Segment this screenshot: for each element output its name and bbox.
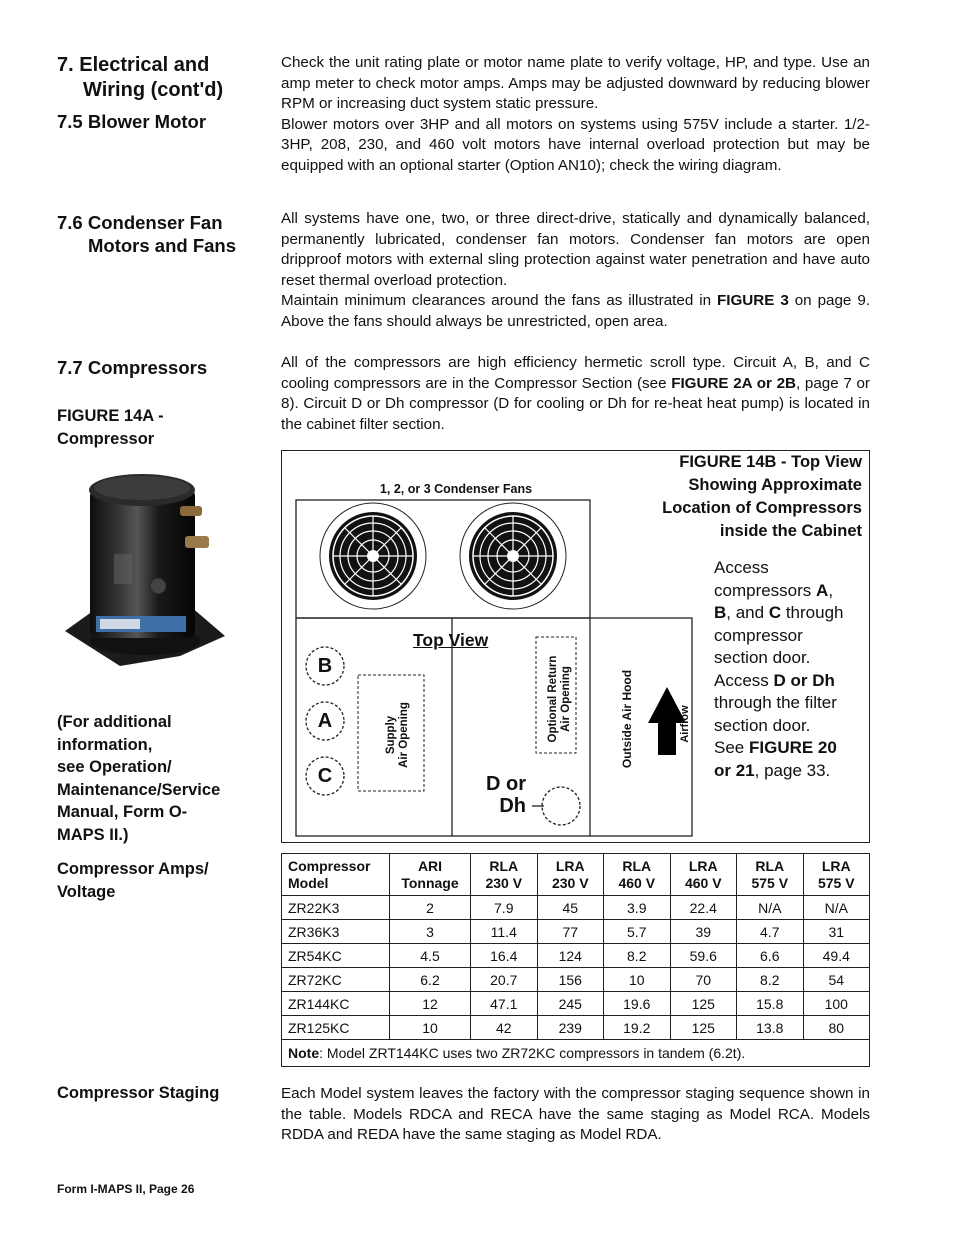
table-cell: 125 — [670, 1016, 737, 1040]
figure-14b-title-line: FIGURE 14B - Top View — [679, 453, 862, 471]
table-row — [282, 1016, 870, 1040]
access-note-line: or 21, page 33. — [714, 760, 831, 780]
table-cell: 59.6 — [670, 944, 737, 968]
table-row — [282, 920, 870, 944]
table-cell: 3.9 — [604, 896, 671, 920]
compressors-text — [281, 353, 870, 435]
table-header-cell: RLA 230 V — [471, 854, 538, 896]
table-cell: 19.2 — [604, 1016, 671, 1040]
table-header-row — [282, 854, 870, 896]
access-note-line: section door. — [714, 648, 811, 667]
table-note-label: Note — [288, 1045, 320, 1061]
access-note-line: Access — [714, 558, 769, 577]
table-row — [282, 992, 870, 1016]
table-note-text: : Model ZRT144KC uses two ZR72KC compressors in tandem (6.2t). — [319, 1045, 746, 1061]
table-cell: 6.2 — [390, 968, 471, 992]
table-cell: 239 — [537, 1016, 604, 1040]
access-note-line: section door. — [714, 715, 811, 735]
access-note-line: compressor — [714, 625, 803, 645]
outside-air-hood-label: Outside Air Hood — [620, 669, 634, 769]
compressor-d-line2: Dh — [499, 795, 526, 817]
supply-air-opening — [385, 674, 410, 790]
return-air-opening — [547, 638, 572, 754]
table-cell: 70 — [670, 968, 737, 992]
blower-paragraph-2: Blower motors over 3HP and all motors on systems using 575V include a starter. 1/2-3HP, 208, 230, and 460 volt motors have internal overload protection but may be equipped with an optional starter (Option AN10); check the wiring diagram. — [281, 115, 870, 174]
heading-amps-line2: Voltage — [57, 882, 116, 901]
table-cell: 7.9 — [471, 896, 538, 920]
table-cell: 3 — [390, 920, 471, 944]
table-cell: ZR54KC — [282, 944, 390, 968]
heading-condenser-line1: 7.6 Condenser Fan — [57, 212, 223, 233]
table-header-cell: RLA 575 V — [737, 854, 804, 896]
table-cell: 245 — [537, 992, 604, 1016]
heading-compressor-staging: Compressor Staging — [57, 1084, 220, 1102]
table-cell: 45 — [537, 896, 604, 920]
figure-2a-2b-reference: FIGURE 2A or 2B — [671, 374, 797, 392]
table-cell: 22.4 — [670, 896, 737, 920]
table-cell: ZR36K3 — [282, 920, 390, 944]
table-cell: 54 — [803, 968, 870, 992]
access-note-line: compressors A, — [714, 580, 834, 600]
page-footer: Form I-MAPS II, Page 26 — [57, 1182, 195, 1196]
table-cell: 156 — [537, 968, 604, 992]
compressor-c-label: C — [317, 765, 333, 787]
table-cell: 2 — [390, 896, 471, 920]
additional-info-line: Manual, Form O- — [57, 803, 188, 821]
additional-info-line: information, — [57, 735, 153, 754]
table-cell: 13.8 — [737, 1016, 804, 1040]
table-header-cell: RLA 460 V — [604, 854, 671, 896]
condenser-fans-label: 1, 2, or 3 Condenser Fans — [379, 482, 533, 496]
airflow-label: Airflow — [679, 705, 691, 743]
access-note-line: B, and C through — [714, 603, 844, 622]
additional-info-line: (For additional — [57, 713, 172, 731]
table-cell: 100 — [803, 992, 870, 1016]
table-cell: 125 — [670, 992, 737, 1016]
table-note — [282, 1040, 870, 1067]
figure-3-reference: FIGURE 3 — [717, 292, 789, 310]
supply-label-line1: Supply — [385, 715, 397, 755]
table-header-cell: ARI Tonnage — [390, 854, 471, 896]
table-cell: 19.6 — [604, 992, 671, 1016]
figure-14b-access-note — [714, 557, 864, 782]
access-note-line: Access D or Dh — [714, 670, 835, 690]
heading-amps-voltage — [57, 858, 209, 903]
condenser-fan-icon — [320, 503, 426, 609]
access-note-line: See FIGURE 20 — [714, 738, 837, 757]
figure-14a-caption — [57, 405, 164, 450]
figure-14a-line2: Compressor — [57, 429, 155, 448]
section-heading-line1: 7. Electrical and — [57, 54, 210, 76]
heading-condenser-fan — [57, 211, 236, 257]
table-cell: 4.5 — [390, 944, 471, 968]
table-cell: 16.4 — [471, 944, 538, 968]
heading-blower-motor: 7.5 Blower Motor — [57, 111, 207, 132]
heading-compressors: 7.7 Compressors — [57, 357, 208, 378]
table-cell: 39 — [670, 920, 737, 944]
compressor-photo — [60, 466, 230, 676]
condenser-p2-text-end: on page 9. Above the fans should always be unrestricted, open area. — [281, 292, 870, 330]
table-cell: ZR22K3 — [282, 896, 390, 920]
heading-condenser-line2: Motors and Fans — [88, 235, 237, 256]
blower-paragraph-1: Check the unit rating plate or motor name plate to verify voltage, HP, and type. Use an amp meter to check motor amps. Amps may be adjusted downward by reducing blower RPM or increasing duct system static pressure. — [281, 54, 870, 113]
table-cell: 49.4 — [803, 944, 870, 968]
figure-14a-line1: FIGURE 14A - — [57, 407, 164, 425]
compressors-text-start: All of the compressors are high efficiency hermetic scroll type. Circuit A, B, and C cooling compressors are in the Compressor Section (see — [281, 354, 870, 392]
section-heading-line2: Wiring (cont'd) — [83, 79, 224, 101]
additional-info-line: see Operation/ — [57, 758, 172, 776]
staging-text: Each Model system leaves the factory with the compressor staging sequence shown in the table. Models RDCA and RECA have the same staging as Model RCA. Models RDDA and REDA have the same staging as Model RDA. — [281, 1085, 870, 1144]
table-cell: 12 — [390, 992, 471, 1016]
condenser-paragraph-1: All systems have one, two, or three direct-drive, statically and dynamically balanced, permanently lubricated, condenser fan motors. Condenser fan motors are open dripproof motors with external sling protection against water penetration and have auto reset thermal overload protection. — [281, 210, 870, 289]
additional-info-line: Maintenance/Service — [57, 780, 221, 799]
compressors-text-end: , page 7 or 8). Circuit D or Dh compressor (D for cooling or Dh for re-heat heat pump) is located in the cabinet filter section. — [281, 374, 870, 433]
supply-label-line2: Air Opening — [398, 702, 410, 768]
compressor-a-label: A — [317, 710, 333, 732]
table-cell: ZR72KC — [282, 968, 390, 992]
table-row — [282, 968, 870, 992]
compressor-d-line1: D or — [486, 773, 526, 795]
table-cell: 31 — [803, 920, 870, 944]
table-header-cell: Compressor Model — [282, 854, 390, 896]
table-row — [282, 944, 870, 968]
additional-info-line: MAPS II.) — [57, 825, 129, 844]
table-cell: 20.7 — [471, 968, 538, 992]
heading-amps-line1: Compressor Amps/ — [57, 860, 209, 878]
table-cell: 8.2 — [737, 968, 804, 992]
return-label-line1: Optional Return — [547, 655, 559, 743]
table-cell: 15.8 — [737, 992, 804, 1016]
table-cell: 77 — [537, 920, 604, 944]
table-note-row — [282, 1040, 870, 1067]
table-cell: N/A — [737, 896, 804, 920]
condenser-paragraph-2 — [281, 291, 870, 332]
table-cell: 10 — [604, 968, 671, 992]
table-cell: 10 — [390, 1016, 471, 1040]
table-header-cell: LRA 230 V — [537, 854, 604, 896]
figure-14b-title-line: Location of Compressors — [662, 499, 862, 517]
compressor-amps-table — [281, 853, 870, 1067]
access-note-line: through the filter — [714, 693, 837, 712]
top-view-label: Top View — [413, 630, 489, 650]
additional-info-note — [57, 711, 220, 846]
section-heading — [57, 53, 223, 103]
table-cell: 80 — [803, 1016, 870, 1040]
condenser-p2-text: Maintain minimum clearances around the fans as illustrated in — [281, 292, 717, 310]
table-cell: 5.7 — [604, 920, 671, 944]
table-cell: 11.4 — [471, 920, 538, 944]
condenser-fan-icon — [460, 503, 566, 609]
table-cell: 47.1 — [471, 992, 538, 1016]
table-cell: 8.2 — [604, 944, 671, 968]
condenser-fan-text — [281, 209, 870, 333]
table-cell: 124 — [537, 944, 604, 968]
figure-14b-title-line: Showing Approximate — [688, 476, 862, 494]
table-cell: ZR144KC — [282, 992, 390, 1016]
table-cell: 4.7 — [737, 920, 804, 944]
table-header-cell: LRA 460 V — [670, 854, 737, 896]
table-cell: N/A — [803, 896, 870, 920]
compressor-b-label: B — [317, 655, 333, 677]
airflow-label-wrap — [680, 700, 690, 750]
table-cell: 42 — [471, 1016, 538, 1040]
outside-air-hood — [622, 660, 632, 780]
blower-motor-text — [281, 53, 870, 177]
table-header-cell: LRA 575 V — [803, 854, 870, 896]
figure-14b-title-line: inside the Cabinet — [719, 522, 862, 540]
table-row — [282, 896, 870, 920]
table-cell: 6.6 — [737, 944, 804, 968]
compressor-d-label — [480, 773, 526, 817]
table-cell: ZR125KC — [282, 1016, 390, 1040]
return-label-line2: Air Opening — [560, 666, 572, 732]
